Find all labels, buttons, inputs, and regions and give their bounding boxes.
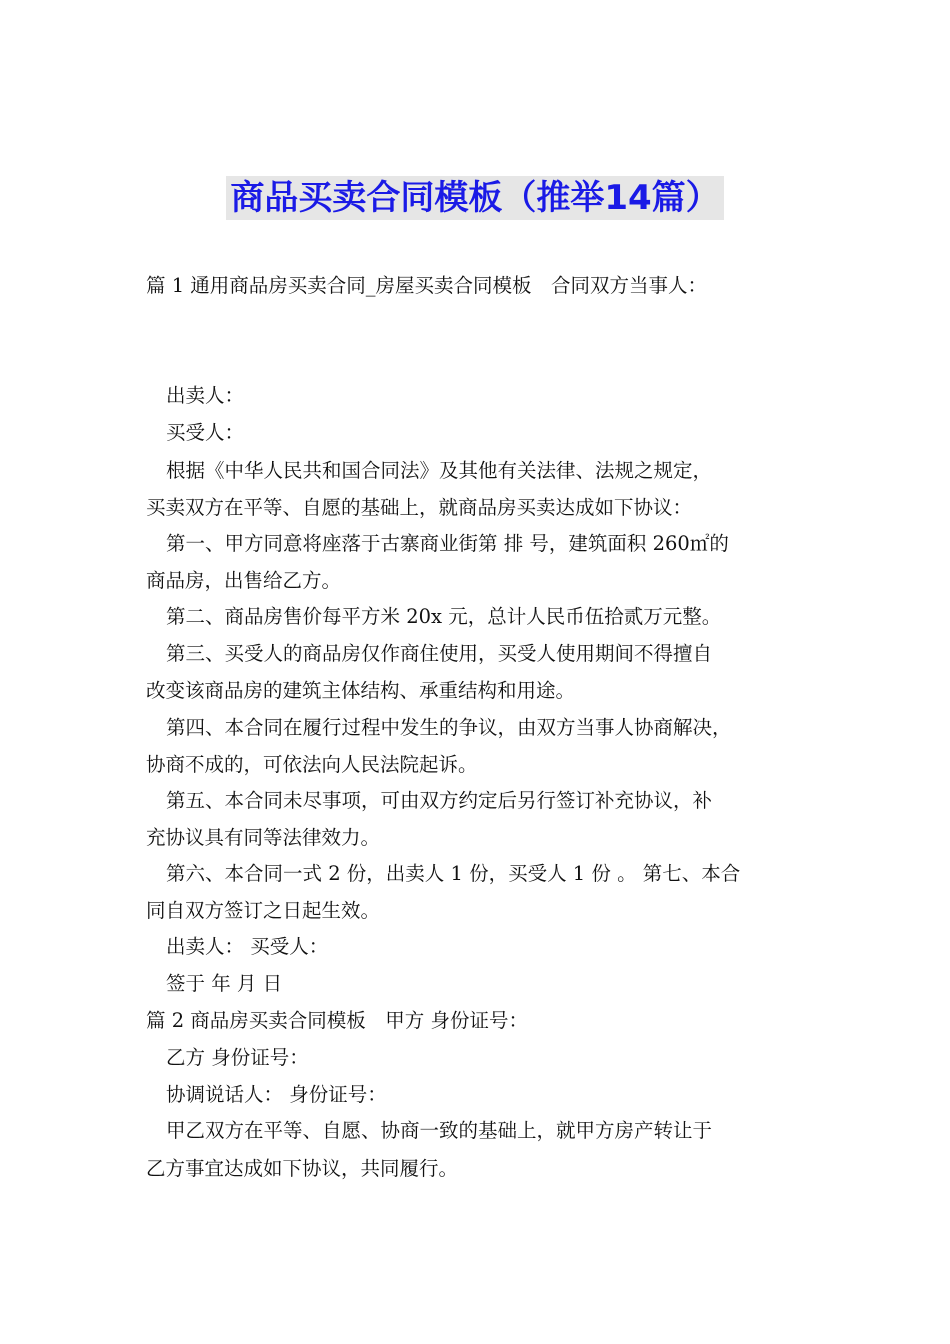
paragraph-line: 第六、本合同一式 2 份，出卖人 1 份，买受人 1 份 。 第七、本合	[166, 862, 741, 885]
paragraph-line: 出卖人：	[166, 384, 245, 407]
paragraph-line: 第五、本合同未尽事项，可由双方约定后另行签订补充协议，补	[166, 789, 713, 812]
title-container	[0, 176, 950, 220]
paragraph-line: 第四、本合同在履行过程中发生的争议，由双方当事人协商解决，	[166, 716, 732, 739]
section-heading-1: 篇 1 通用商品房买卖合同_房屋买卖合同模板 合同双方当事人：	[146, 274, 708, 297]
paragraph-line: 商品房，出售给乙方。	[146, 569, 342, 592]
paragraph-line: 根据《中华人民共和国合同法》及其他有关法律、法规之规定，	[166, 459, 713, 482]
paragraph-line: 甲乙双方在平等、自愿、协商一致的基础上，就甲方房产转让于	[166, 1119, 713, 1142]
date-line: 签于 年 月 日	[166, 972, 283, 995]
paragraph-line: 第三、买受人的商品房仅作商住使用，买受人使用期间不得擅自	[166, 642, 713, 665]
paragraph-line: 第二、商品房售价每平方米 20x 元，总计人民币伍拾贰万元整。	[166, 605, 722, 628]
paragraph-line: 第一、甲方同意将座落于古寨商业街第 排 号，建筑面积 260㎡的	[166, 532, 729, 555]
paragraph-line: 乙方 身份证号：	[166, 1046, 309, 1069]
paragraph-line: 协商不成的，可依法向人民法院起诉。	[146, 753, 478, 776]
paragraph-line: 改变该商品房的建筑主体结构、承重结构和用途。	[146, 679, 576, 702]
paragraph-line: 充协议具有同等法律效力。	[146, 826, 381, 849]
signature-line: 出卖人： 买受人：	[166, 935, 329, 958]
paragraph-line: 买受人：	[166, 421, 245, 444]
document-title: 商品买卖合同模板（推举14篇）	[226, 176, 723, 220]
paragraph-line: 买卖双方在平等、自愿的基础上，就商品房买卖达成如下协议：	[146, 496, 693, 519]
paragraph-line: 乙方事宜达成如下协议，共同履行。	[146, 1157, 459, 1180]
paragraph-line: 协调说话人： 身份证号：	[166, 1083, 387, 1106]
section-heading-2: 篇 2 商品房买卖合同模板 甲方 身份证号：	[146, 1009, 529, 1032]
paragraph-line: 同自双方签订之日起生效。	[146, 899, 381, 922]
